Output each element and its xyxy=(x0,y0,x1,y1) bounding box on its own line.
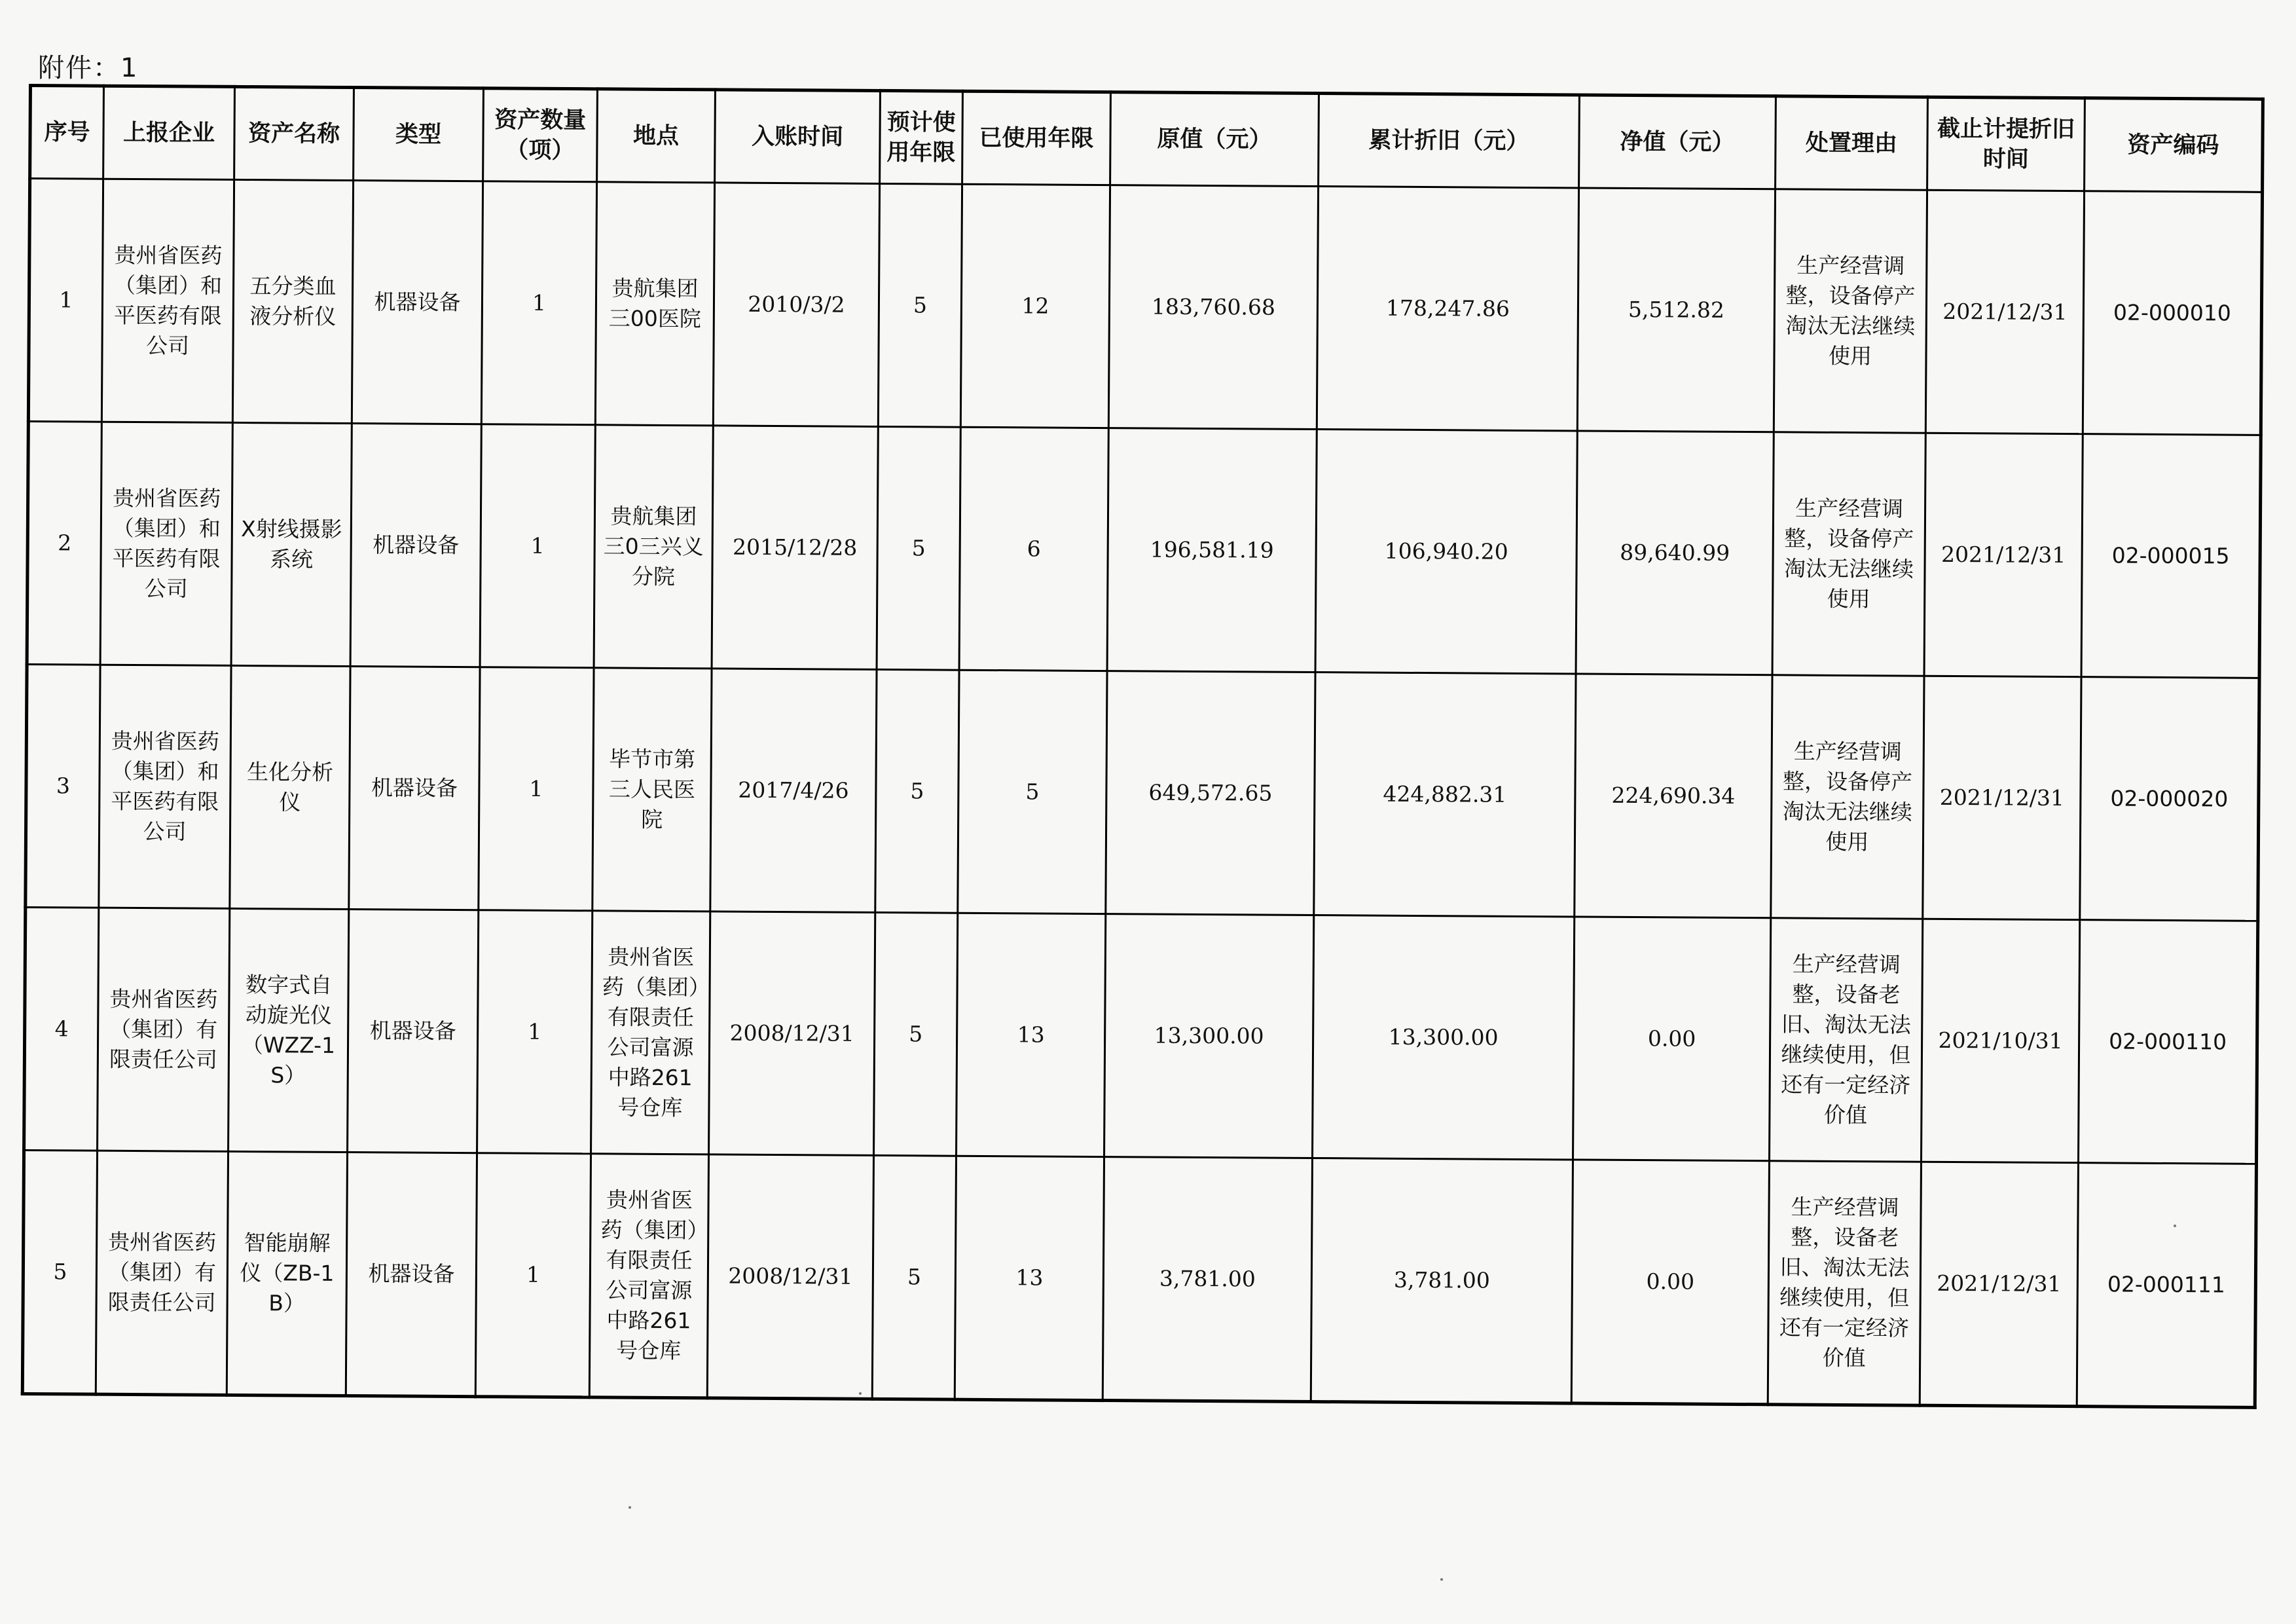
cell-depreciation-cutoff: 2021/10/31 xyxy=(1921,919,2079,1162)
cell-company: 贵州省医药（集团）有限责任公司 xyxy=(96,1151,228,1395)
scan-speck xyxy=(859,1392,862,1395)
cell-seq: 5 xyxy=(22,1150,97,1394)
cell-location: 贵航集团三00医院 xyxy=(595,182,714,426)
cell-asset-name: 智能崩解仪（ZB-1B） xyxy=(227,1151,347,1395)
header-net-value: 净值（元） xyxy=(1579,95,1776,189)
cell-net-value: 0.00 xyxy=(1571,1160,1769,1405)
header-accumulated-depreciation: 累计折旧（元） xyxy=(1319,94,1580,188)
header-asset-code: 资产编码 xyxy=(2085,98,2263,193)
cell-depreciation-cutoff: 2021/12/31 xyxy=(1925,190,2084,434)
cell-seq: 2 xyxy=(27,422,101,665)
cell-entry-date: 2008/12/31 xyxy=(707,1154,873,1399)
table-row xyxy=(22,1150,2256,1407)
cell-asset-code: 02-000110 xyxy=(2078,920,2257,1164)
table-row xyxy=(28,179,2262,435)
cell-asset-code: 02-000010 xyxy=(2083,191,2262,435)
header-location: 地点 xyxy=(597,89,716,183)
cell-disposal-reason: 生产经营调整，设备停产淘汰无法继续使用 xyxy=(1772,432,1925,676)
cell-entry-date: 2017/4/26 xyxy=(710,669,877,913)
cell-type: 机器设备 xyxy=(352,181,483,424)
header-entry-date: 入账时间 xyxy=(715,90,881,184)
cell-accumulated-depreciation: 13,300.00 xyxy=(1313,915,1575,1160)
cell-net-value: 0.00 xyxy=(1573,917,1771,1161)
cell-quantity: 1 xyxy=(477,910,592,1154)
attachment-label: 附件：1 xyxy=(38,53,139,83)
cell-depreciation-cutoff: 2021/12/31 xyxy=(1923,676,2081,919)
cell-asset-name: 数字式自动旋光仪（WZZ-1S） xyxy=(228,908,349,1152)
cell-accumulated-depreciation: 424,882.31 xyxy=(1314,673,1576,917)
cell-seq: 4 xyxy=(24,907,99,1151)
cell-accumulated-depreciation: 178,247.86 xyxy=(1317,187,1578,431)
cell-years-used: 5 xyxy=(958,670,1107,913)
cell-expected-life: 5 xyxy=(872,1155,956,1399)
cell-asset-code: 02-000015 xyxy=(2081,434,2261,678)
cell-quantity: 1 xyxy=(479,667,594,911)
header-type: 类型 xyxy=(354,88,484,181)
header-original-value: 原值（元） xyxy=(1110,92,1319,187)
cell-original-value: 183,760.68 xyxy=(1108,185,1318,430)
cell-location: 贵州省医药（集团）有限责任公司富源中路261号仓库 xyxy=(591,911,710,1154)
cell-location: 毕节市第三人民医院 xyxy=(592,668,712,912)
cell-expected-life: 5 xyxy=(878,183,962,427)
header-row xyxy=(30,86,2263,193)
cell-net-value: 89,640.99 xyxy=(1576,431,1774,675)
table-row xyxy=(27,422,2261,678)
header-disposal-reason: 处置理由 xyxy=(1776,96,1928,190)
cell-expected-life: 5 xyxy=(874,912,958,1156)
cell-asset-name: 生化分析仪 xyxy=(230,665,350,909)
header-quantity: 资产数量（项） xyxy=(483,88,598,182)
cell-original-value: 649,572.65 xyxy=(1106,671,1315,915)
cell-type: 机器设备 xyxy=(349,667,480,910)
cell-type: 机器设备 xyxy=(346,1153,477,1397)
scan-speck xyxy=(2174,1225,2176,1227)
cell-original-value: 196,581.19 xyxy=(1107,428,1317,673)
cell-location: 贵州省医药（集团）有限责任公司富源中路261号仓库 xyxy=(589,1154,708,1398)
cell-company: 贵州省医药（集团）和平医药有限公司 xyxy=(100,422,232,665)
cell-accumulated-depreciation: 106,940.20 xyxy=(1315,430,1577,674)
cell-quantity: 1 xyxy=(481,181,596,425)
asset-disposal-table xyxy=(21,84,2265,1409)
cell-entry-date: 2008/12/31 xyxy=(709,912,875,1156)
header-asset-name: 资产名称 xyxy=(234,86,354,180)
cell-quantity: 1 xyxy=(475,1153,591,1397)
cell-disposal-reason: 生产经营调整，设备老旧、淘汰无法继续使用，但还有一定经济价值 xyxy=(1768,1161,1921,1405)
table-row xyxy=(24,907,2258,1164)
scan-speck xyxy=(629,1506,631,1509)
cell-asset-code: 02-000111 xyxy=(2077,1163,2256,1408)
cell-quantity: 1 xyxy=(480,424,595,668)
cell-seq: 1 xyxy=(28,179,103,422)
cell-years-used: 6 xyxy=(959,427,1108,671)
cell-seq: 3 xyxy=(26,664,100,908)
cell-type: 机器设备 xyxy=(350,424,481,667)
table-row xyxy=(26,664,2259,921)
cell-location: 贵航集团三0三兴义分院 xyxy=(594,425,713,669)
cell-entry-date: 2015/12/28 xyxy=(712,426,878,670)
cell-years-used: 12 xyxy=(960,184,1110,428)
cell-net-value: 5,512.82 xyxy=(1577,188,1775,432)
cell-expected-life: 5 xyxy=(877,426,960,670)
cell-asset-name: X射线摄影系统 xyxy=(231,422,352,666)
cell-expected-life: 5 xyxy=(875,669,959,913)
header-years-used: 已使用年限 xyxy=(962,91,1111,185)
cell-accumulated-depreciation: 3,781.00 xyxy=(1311,1158,1573,1403)
cell-asset-code: 02-000020 xyxy=(2080,677,2259,921)
cell-net-value: 224,690.34 xyxy=(1575,674,1772,918)
header-seq: 序号 xyxy=(30,86,104,179)
cell-disposal-reason: 生产经营调整，设备老旧、淘汰无法继续使用，但还有一定经济价值 xyxy=(1770,918,1923,1162)
header-depreciation-cutoff: 截止计提折旧时间 xyxy=(1927,97,2085,191)
cell-asset-name: 五分类血液分析仪 xyxy=(232,179,353,423)
cell-disposal-reason: 生产经营调整，设备停产淘汰无法继续使用 xyxy=(1771,675,1924,919)
header-company: 上报企业 xyxy=(103,86,235,179)
cell-years-used: 13 xyxy=(957,913,1106,1156)
cell-company: 贵州省医药（集团）有限责任公司 xyxy=(98,908,230,1151)
cell-company: 贵州省医药（集团）和平医药有限公司 xyxy=(101,179,234,422)
cell-disposal-reason: 生产经营调整，设备停产淘汰无法继续使用 xyxy=(1774,189,1927,433)
cell-depreciation-cutoff: 2021/12/31 xyxy=(1920,1162,2078,1406)
cell-original-value: 13,300.00 xyxy=(1104,914,1314,1158)
cell-company: 贵州省医药（集团）和平医药有限公司 xyxy=(99,665,231,908)
header-expected-life: 预计使用年限 xyxy=(880,90,963,184)
cell-years-used: 13 xyxy=(955,1156,1104,1400)
cell-entry-date: 2010/3/2 xyxy=(713,183,879,427)
scan-speck xyxy=(1440,1578,1443,1581)
cell-depreciation-cutoff: 2021/12/31 xyxy=(1924,433,2083,676)
cell-type: 机器设备 xyxy=(348,910,479,1153)
cell-original-value: 3,781.00 xyxy=(1102,1157,1312,1402)
